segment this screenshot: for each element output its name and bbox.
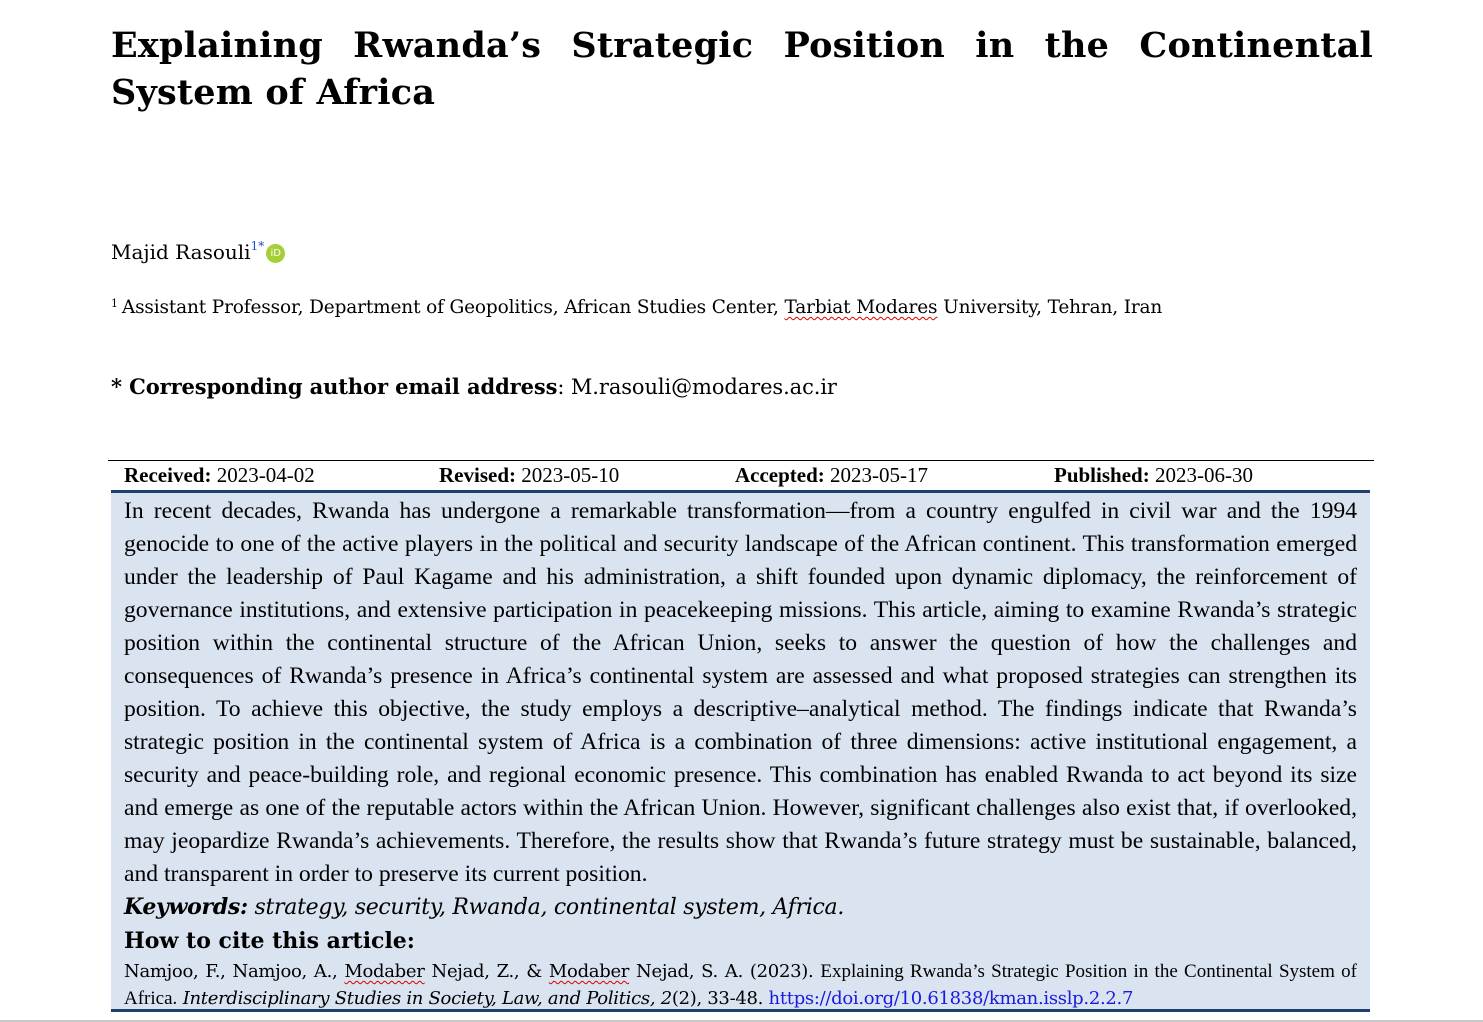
revised-label: Revised:	[439, 463, 516, 487]
citation-title: Explaining Rwanda’s Strategic Position in the Continental System of Africa.	[124, 961, 1357, 1009]
published-date	[1054, 462, 1253, 488]
affiliation-text-end: University, Tehran, Iran	[937, 297, 1163, 318]
published-label: Published:	[1054, 463, 1150, 487]
doi-link[interactable]: https://doi.org/10.61838/kman.isslp.2.2.7	[768, 988, 1134, 1009]
spellcheck-flag[interactable]: Modaber	[344, 961, 425, 982]
article-title: Explaining Rwanda’s Strategic Position in the Continental System of Africa	[111, 25, 1373, 113]
affiliation-text: Assistant Professor, Department of Geopolitics, African Studies Center,	[121, 297, 785, 318]
author-affiliation-marker: 1*	[250, 239, 265, 253]
affiliation-marker: 1	[111, 297, 118, 310]
how-to-cite-heading: How to cite this article:	[124, 928, 415, 954]
received-value: 2023-04-02	[216, 463, 315, 487]
revised-date	[439, 462, 619, 488]
citation-authors: Namjoo, F., Namjoo, A.,	[124, 961, 345, 982]
dates-top-rule	[108, 460, 1374, 461]
published-value: 2023-06-30	[1154, 463, 1253, 487]
keywords	[124, 891, 844, 924]
spellcheck-flag[interactable]: Modaber	[548, 961, 630, 982]
revised-value: 2023-05-10	[521, 463, 620, 487]
keywords-label: Keywords:	[124, 894, 248, 920]
corresponding-separator: :	[557, 375, 571, 399]
keywords-list: strategy, security, Rwanda, continental system, Africa.	[247, 895, 845, 920]
accepted-label: Accepted:	[735, 463, 825, 487]
citation-journal: Interdisciplinary Studies in Society, Law, and Politics, 2	[177, 988, 672, 1009]
spellcheck-flag[interactable]: Tarbiat Modares	[784, 297, 938, 318]
received-date	[124, 462, 315, 488]
orcid-icon[interactable]: iD	[266, 244, 285, 263]
author-line	[111, 232, 285, 266]
author-name: Majid Rasouli	[111, 240, 251, 264]
citation	[124, 958, 1357, 1012]
abstract-text: In recent decades, Rwanda has undergone a remarkable transformation—from a country engulfed in civil war and the 1994 genocide to one of the active players in the political and security landscape of the African continent. This transformation emerged under the leadership of Paul Kagame and his administration, a shift founded upon dynamic diplomacy, the reinforcement of governance institutions, and extensive participation in peacekeeping missions. This article, aiming to examine Rwanda’s strategic position within the continental structure of the African Union, seeks to answer the question of how the challenges and consequences of Rwanda’s presence in Africa’s continental system are assessed and what proposed strategies can strengthen its position. To achieve this objective, the study employs a descriptive–analytical method. The findings indicate that Rwanda’s strategic position in the continental system of Africa is a combination of three dimensions: active institutional engagement, a security and peace-building role, and regional economic presence. This combination has enabled Rwanda to act beyond its size and emerge as one of the reputable actors within the African Union. However, significant challenges also exist that, if overlooked, may jeopardize Rwanda’s achievements. Therefore, the results show that Rwanda’s future strategy must be sustainable, balanced, and transparent in order to preserve its current position.	[124, 498, 1357, 887]
citation-authors: Nejad, Z., &	[424, 961, 549, 982]
citation-issue: (2), 33-48.	[671, 988, 769, 1009]
corresponding-label: * Corresponding author email address	[111, 374, 558, 399]
accepted-date	[735, 462, 928, 488]
affiliation	[111, 291, 1162, 321]
received-label: Received:	[124, 463, 212, 487]
accepted-value: 2023-05-17	[830, 463, 929, 487]
corresponding-author	[111, 372, 837, 402]
corresponding-email[interactable]: M.rasouli@modares.ac.ir	[570, 375, 837, 399]
citation-authors: Nejad, S. A. (2023).	[629, 961, 821, 982]
